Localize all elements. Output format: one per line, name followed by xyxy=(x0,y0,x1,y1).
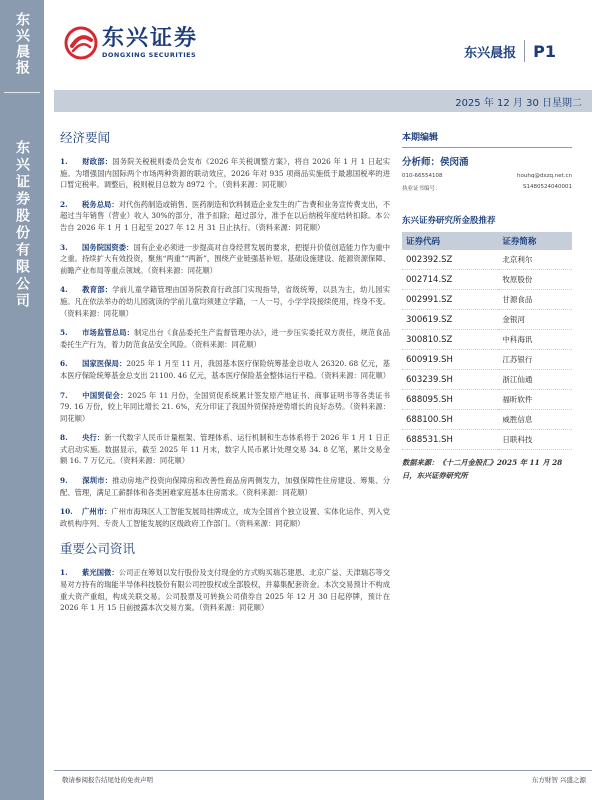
sidebar-top-block xyxy=(0,0,44,92)
footer-slogan: 东方财智 兴盛之源 xyxy=(531,776,586,784)
stock-code: 603239.SH xyxy=(402,370,498,390)
footer-rule xyxy=(54,770,592,771)
col-header-code: 证券代码 xyxy=(402,232,498,250)
stock-name: 日联科技 xyxy=(498,430,572,450)
news-number: 1. xyxy=(60,157,68,166)
contact-row xyxy=(402,173,572,179)
news-source: 市场监管总局： xyxy=(82,328,135,338)
col-header-name: 证券简称 xyxy=(498,232,572,250)
news-body: 新一代数字人民币计量框架、管理体系、运行机制和生态体系将于 2026 年 1 月 1 日正式启动实施。数据显示，截至 2025 年 11 月末，数字人民币累计处理交易 34. 8 亿笔，累计交易金额 16. 7 万亿元。（资料来源：同花顺） xyxy=(60,433,390,466)
company-logo xyxy=(64,26,198,60)
news-number: 8. xyxy=(60,433,68,443)
news-source: 税务总局： xyxy=(82,199,119,209)
news-body: 学前儿童学籍管理由国务院教育行政部门实现指导，省级统筹，以县为主，幼儿园实施。凡在依法举办的幼儿园就读的学前儿童均须建立学籍，一人一号，小学学段接续使用，终身不变。（资料来源：同花顺） xyxy=(60,285,390,318)
news-number: 7. xyxy=(60,390,68,400)
stock-name: 江苏银行 xyxy=(498,350,572,370)
news-source: 中国贸促会： xyxy=(82,390,128,400)
report-date: 2025 年 12 月 30 日星期二 xyxy=(455,98,582,109)
news-body: 国务院关税税则委员会发布《2026 年关税调整方案》，将自 2026 年 1 月 1 日起实施。为增强国内国际两个市场两种资源的联动效应，2026 年对 935 项商品实施低于最惠国税率的进口暂定税率。调整后，税则税目总数为 8972 个。（资料来源：同花顺） xyxy=(60,157,391,190)
stock-name: 牧原股份 xyxy=(498,270,572,290)
news-body: 对代伤药制造或销售、医药制造和饮料制造企业发生的广告费和业务宣传费支出，不超过当年销售（营业）收入 30%的部分，准予扣除；超过部分，准予在以后纳税年度结转扣除。本公告自 2026 年 1 月 1 日起至 2027 年 12 月 31 日止执行。（资料来源：同花顺） xyxy=(60,199,390,232)
stock-code: 002714.SZ xyxy=(402,270,498,290)
stock-recommend-title: 东兴证券研究所金股推荐 xyxy=(402,216,496,226)
table-row xyxy=(402,290,572,310)
report-name: 东兴晨报 xyxy=(464,45,517,61)
main-column xyxy=(60,122,390,622)
header-separator xyxy=(524,40,525,62)
logo-chinese-name: 东兴证券 xyxy=(102,26,199,51)
logo-swirl-icon xyxy=(64,26,98,60)
news-item xyxy=(60,156,390,191)
table-row xyxy=(402,410,572,430)
table-header-row xyxy=(402,232,572,250)
header-right xyxy=(464,40,556,62)
news-item xyxy=(60,242,390,277)
footer-disclaimer[interactable]: 敬请参阅报告结尾处的免责声明 xyxy=(62,776,153,784)
news-item xyxy=(60,390,390,425)
news-body: 国有企业必须进一步提高对自身经营发展的要求，把提升价值创造能力作为重中之重。持续扩大有效投资，聚焦“两重”“两新”，围绕产业链强基补短、基础设施建设、能源资源保障、前瞻产业布局等重点领域。（资料来源：同花顺） xyxy=(60,242,391,275)
news-item xyxy=(60,506,390,529)
news-item xyxy=(60,567,390,613)
news-item xyxy=(60,432,390,467)
news-body: 广州市海珠区人工智能发展局挂牌成立，成为全国首个独立设置、实体化运作、列入党政机构序列、专责人工智能发展的区级政府工作部门。（资料来源：同花顺） xyxy=(60,507,391,528)
right-column xyxy=(402,122,572,482)
analyst-name: 侯闵涌 xyxy=(440,157,469,168)
stock-code: 002991.SZ xyxy=(402,290,498,310)
news-source: 教育部： xyxy=(82,285,113,295)
analyst-phone: 010-66554108 xyxy=(402,173,443,179)
news-number: 9. xyxy=(60,476,68,486)
news-number: 5. xyxy=(60,328,68,338)
news-source: 深圳市： xyxy=(82,476,113,486)
license-row xyxy=(402,184,572,192)
news-body: 推动房地产投资向保障房和改善性商品房两侧发力，加强保障性住房建设、筹集、分配、管理，满足工薪群体和各类困难家庭基本住房需求。（资料来源：同花顺） xyxy=(60,476,390,497)
economy-news-list xyxy=(60,156,390,529)
license-label: 执业证书编号： xyxy=(402,186,441,192)
stock-code: 300619.SZ xyxy=(402,310,498,330)
stock-name: 金银河 xyxy=(498,310,572,330)
sidebar-company-label: 东兴证券股份有限公司 xyxy=(14,140,30,310)
analyst-line xyxy=(402,154,572,168)
news-item xyxy=(60,327,390,350)
table-row xyxy=(402,330,572,350)
company-news-list xyxy=(60,567,390,613)
stock-name: 浙江仙通 xyxy=(498,370,572,390)
table-row xyxy=(402,270,572,290)
stock-code: 600919.SH xyxy=(402,350,498,370)
sidebar-divider xyxy=(4,92,40,93)
stock-code: 300810.SZ xyxy=(402,330,498,350)
news-number: 3. xyxy=(60,242,68,252)
page-number: P1 xyxy=(533,41,556,61)
company-section-title: 重要公司资讯 xyxy=(60,541,136,557)
table-row xyxy=(402,250,572,270)
stock-name: 中科海讯 xyxy=(498,330,572,350)
license-number: S1480524040001 xyxy=(523,184,572,190)
stock-code: 688531.SH xyxy=(402,430,498,450)
stock-name: 北京利尔 xyxy=(498,250,572,270)
news-number: 2. xyxy=(60,199,68,209)
table-source-note: 数据来源：《十二月金股汇》2025 年 11 月 28 日，东兴证券研究所 xyxy=(402,458,563,480)
table-row xyxy=(402,370,572,390)
news-number: 4. xyxy=(60,285,68,295)
stock-recommend-table xyxy=(402,232,572,450)
stock-code: 002392.SZ xyxy=(402,250,498,270)
analyst-label: 分析师： xyxy=(402,157,441,168)
news-source: 国务院国资委： xyxy=(82,242,134,252)
sidebar-report-label: 东兴晨报 xyxy=(14,12,30,76)
news-source: 广州市： xyxy=(82,507,112,517)
news-number: 1. xyxy=(60,568,68,578)
editor-section-title: 本期编辑 xyxy=(402,133,439,143)
news-number: 6. xyxy=(60,359,68,369)
news-item xyxy=(60,358,390,381)
table-row xyxy=(402,310,572,330)
news-body: 2025 年 11 月份，全国贸促系统累计签发原产地证书、商事证明书等各类证书 79. 16 万份，较上年同比增长 21. 6%，充分印证了我国外贸保持逆势增长的良好态势。（资料来源：同花顺） xyxy=(60,390,391,423)
news-body: 2025 年 1 月至 11 月，我国基本医疗保险统筹基金总收入 26320. 68 亿元，基本医疗保险统筹基金总支出 21100. 46 亿元，基本医疗保险基金整体运行平稳。（资料来源：同花顺） xyxy=(60,359,390,380)
news-source: 紫光国微： xyxy=(82,568,119,578)
news-item xyxy=(60,475,390,498)
stock-name: 甘源食品 xyxy=(498,290,572,310)
economy-section-title: 经济要闻 xyxy=(60,130,111,145)
news-body: 公司正在筹划以发行股份及支付现金的方式购买瑞芯建恩、北京广益、天津瑞芯等交易对方持有的瑞能半导体科技股份有限公司控股权或全部股权，并募集配套资金。本次交易预计不构成重大资产重组，构成关联交易。公司股票及可转换公司债券自 2025 年 12 月 30 日起停牌，预计在 2026 年 1 月 15 日前披露本次交易方案。（资料来源：同花顺） xyxy=(60,568,390,613)
editor-rule xyxy=(402,147,572,148)
stock-name: 威胜信息 xyxy=(498,410,572,430)
date-bar xyxy=(54,90,592,112)
news-body: 制定出台《食品委托生产监督管理办法》，进一步压实委托双方责任，规范食品委托生产行为，着力防范食品安全风险。（资料来源：同花顺） xyxy=(60,328,391,349)
stock-code: 688095.SH xyxy=(402,390,498,410)
news-source: 财政部： xyxy=(82,157,113,166)
table-row xyxy=(402,390,572,410)
stock-name: 福昕软件 xyxy=(498,390,572,410)
news-source: 国家医保局： xyxy=(82,359,127,369)
table-row xyxy=(402,350,572,370)
news-source: 央行： xyxy=(82,433,105,443)
logo-english-name: DONGXING SECURITIES xyxy=(102,51,197,59)
news-item xyxy=(60,284,390,319)
news-number: 10. xyxy=(60,507,73,517)
left-sidebar xyxy=(0,0,44,800)
table-row xyxy=(402,430,572,450)
analyst-email[interactable]: houhq@dxzq.net.cn xyxy=(517,173,572,179)
news-item xyxy=(60,199,390,234)
stock-code: 688100.SH xyxy=(402,410,498,430)
